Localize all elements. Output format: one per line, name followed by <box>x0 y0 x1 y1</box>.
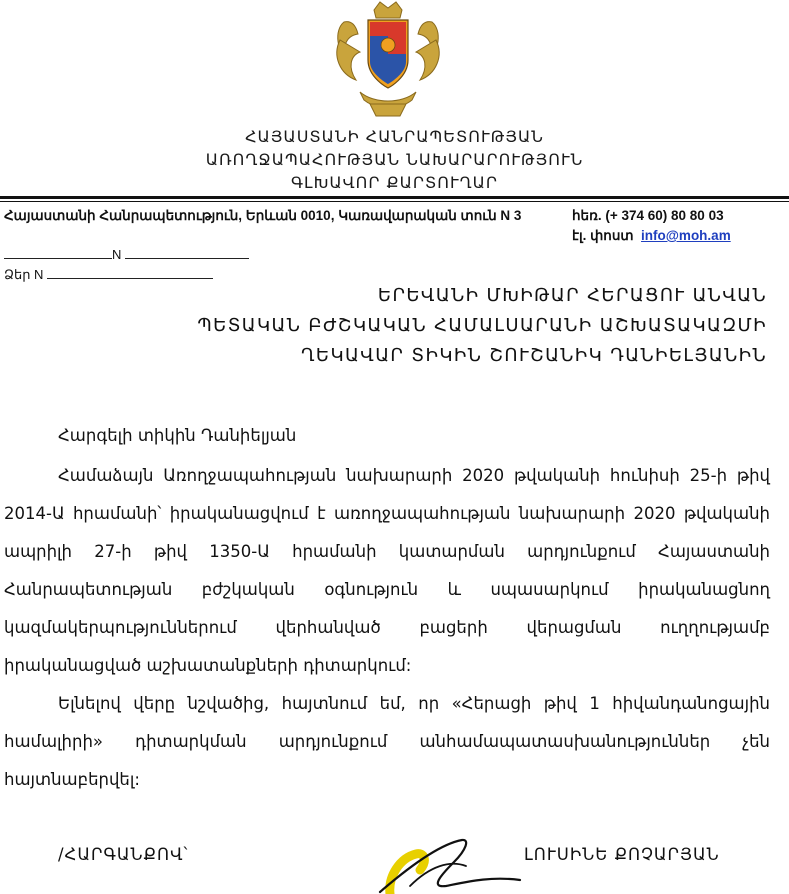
your-number-field <box>4 267 213 283</box>
number-blank-line <box>125 247 249 259</box>
country-name-line: ՀԱՅԱՍՏԱՆԻ ՀԱՆՐԱՊԵՏՈՒԹՅԱՆ <box>245 127 544 146</box>
date-blank-line <box>4 247 112 259</box>
recipient-line-3: ՂԵԿԱՎԱՐ ՏԻԿԻՆ ՇՈՒՇԱՆԻԿ ԴԱՆԻԵԼՅԱՆԻՆ <box>300 345 767 366</box>
outgoing-number-field <box>4 247 249 262</box>
signer-name: ԼՈՒՍԻՆԵ ՔՈՉԱՐՅԱՆ <box>524 845 720 864</box>
your-number-blank-line <box>47 267 213 279</box>
armenian-coat-of-arms-emblem <box>330 0 446 118</box>
your-number-label: Ձեր N <box>4 267 44 282</box>
number-label: N <box>112 247 122 262</box>
phone-number: հեռ. (+ 374 60) 80 80 03 <box>572 208 724 223</box>
regards-label: /ՀԱՐԳԱՆՔՈՎ՝ <box>58 845 189 864</box>
recipient-line-2: ՊԵՏԱԿԱՆ ԲԺՇԿԱԿԱՆ ՀԱՄԱԼՍԱՐԱՆԻ ԱՇԽԱՏԱԿԱԶՄԻ <box>197 315 767 336</box>
body-paragraph-1: Համաձայն Առողջապահության նախարարի 2020 թվականի հունիսի 25-ի թիվ 2014-Ա հրամանի՝ իրականացվում է առողջապահության նախարարի 2020 թվականի ապրիլի 27-ի թիվ 1350-Ա հրամանի կատարման արդյունքում Հայաստանի Հանրապետության բժշկական օգնություն և սպասարկում իրականացնող կազմակերպություններում վերհանված բացերի վերացման ուղղությամբ իրականացված աշխատանքների դիտարկում: <box>4 466 770 675</box>
chief-of-staff-line: ԳԼԽԱՎՈՐ ՔԱՐՏՈՒՂԱՐ <box>290 173 499 192</box>
recipient-line-1: ԵՐԵՎԱՆԻ ՄԽԻԹԱՐ ՀԵՐԱՑՈՒ ԱՆՎԱՆ <box>377 285 767 306</box>
email-link[interactable]: info@moh.am <box>641 228 731 243</box>
email-line <box>572 228 731 244</box>
ministry-address: Հայաստանի Հանրապետություն, Երևան 0010, Կառավարական տուն N 3 <box>4 208 522 223</box>
header-divider-thin <box>0 201 789 202</box>
handwritten-signature-stamp <box>370 836 530 894</box>
header-divider-thick <box>0 196 789 199</box>
ministry-name-line: ԱՌՈՂՋԱՊԱՀՈՒԹՅԱՆ ՆԱԽԱՐԱՐՈՒԹՅՈՒՆ <box>205 150 584 169</box>
salutation: Հարգելի տիկին Դանիելյան <box>58 426 297 445</box>
email-label: էլ. փոստ <box>572 228 634 243</box>
body-paragraph-2: Ելնելով վերը նշվածից, հայտնում եմ, որ «Հերացի թիվ 1 հիվանդանոցային համալիրի» դիտարկման արդյունքում անհամապատասխանություններ չեն հայտնաբերվել: <box>4 694 770 789</box>
